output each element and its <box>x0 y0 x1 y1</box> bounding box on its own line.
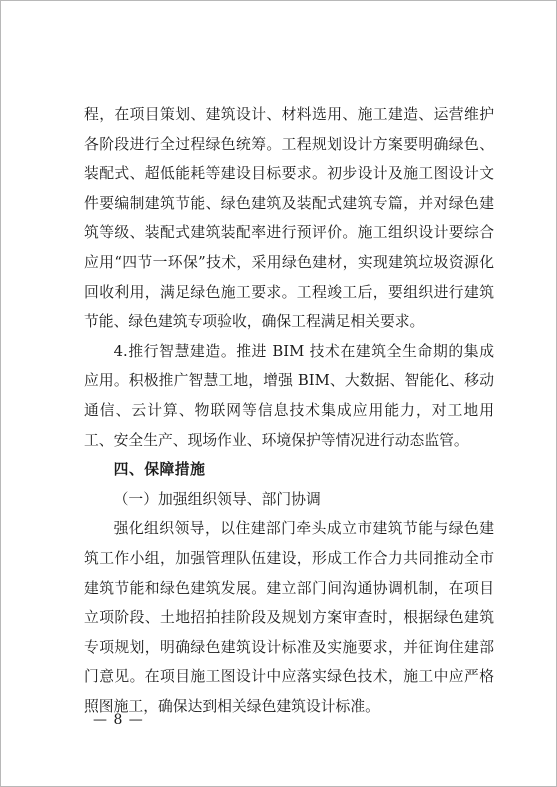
page-number: — 8 — <box>93 712 144 728</box>
subsection-heading-organization: （一）加强组织领导、部门协调 <box>113 490 321 508</box>
paragraph-smart-construction: 4.推行智慧建造。推进 BIM 技术在建筑全生命期的集成应用。积极推广智慧工地，增强 BIM、大数据、智能化、移动通信、云计算、物联网等信息技术集成应用能力，对工地用工、安全生产、现场作业、环境保护等情况进行动态监管。 <box>84 342 494 449</box>
paragraph-organization-leadership: 强化组织领导，以住建部门牵头成立市建筑节能与绿色建筑工作小组，加强管理队伍建设，形成工作合力共同推动全市建筑节能和绿色建筑发展。建立部门间沟通协调机制，在项目立项阶段、土地招拍挂阶段及规划方案审查时，根据绿色建筑专项规划，明确绿色建筑设计标准及实施要求，并征询住建部门意见。在项目施工图设计中应落实绿色技术，施工中应严格照图施工，确保达到相关绿色建筑设计标准。 <box>84 520 494 715</box>
section-heading-safeguards: 四、保障措施 <box>113 461 206 479</box>
document-body <box>84 100 494 721</box>
paragraph-green-construction: 程，在项目策划、建筑设计、材料选用、施工建造、运营维护各阶段进行全过程绿色统筹。工程规划设计方案要明确绿色、装配式、超低能耗等建设目标要求。初步设计及施工图设计文件要编制建筑节能、绿色建筑及装配式建筑专篇，并对绿色建筑等级、装配式建筑装配率进行预评价。施工组织设计要综合应用“四节一环保”技术，采用绿色建材，实现建筑垃圾资源化回收利用，满足绿色施工要求。工程竣工后，要组织进行建筑节能、绿色建筑专项验收，确保工程满足相关要求。 <box>84 106 494 331</box>
